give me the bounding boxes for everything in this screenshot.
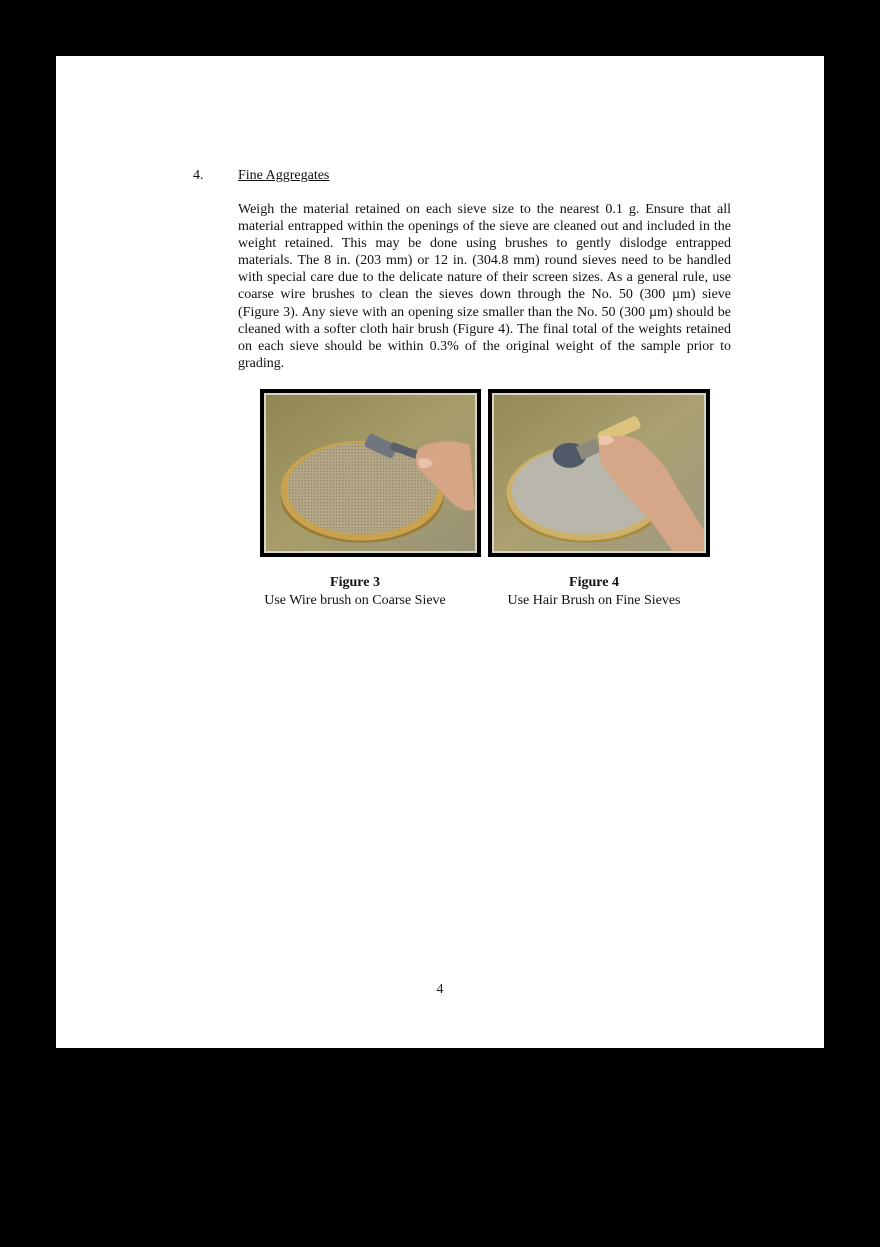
section-body-paragraph: Weigh the material retained on each sieve size to the nearest 0.1 g. Ensure that all material entrapped within the openings of the sieve are cleaned out and included in the weight retained. This may be done using brushes to gently dislodge entrapped materials. The 8 in. (203 mm) or 12 in. (304.8 mm) round sieves need to be handled with special care due to the delicate nature of their screen sizes. As a general rule, use coarse wire brushes to clean the sieves down through the No. 50 (300 µm) sieve (Figure 3). Any sieve with an opening size smaller than the No. 50 (300 µm) should be cleaned with a softer cloth hair brush (Figure 4). The final total of the weights retained on each sieve should be within 0.3% of the original weight of the sample prior to grading.	[238, 202, 731, 371]
figure-4-title: Figure 4	[569, 575, 619, 590]
hair-brush-sieve-image	[494, 395, 704, 551]
page-number: 4	[436, 982, 444, 997]
figure-4-photo	[488, 389, 710, 557]
figure-3-photo	[260, 389, 481, 557]
figure-3-caption	[225, 574, 485, 610]
figure-3-caption-text: Use Wire brush on Coarse Sieve	[264, 593, 446, 608]
figure-4-caption	[464, 574, 724, 610]
section-title: Fine Aggregates	[238, 168, 330, 183]
wire-brush-sieve-image	[266, 395, 475, 551]
figure-4-caption-text: Use Hair Brush on Fine Sieves	[507, 593, 681, 608]
document-page	[56, 56, 824, 1048]
section-number: 4.	[193, 168, 204, 183]
figure-3-title: Figure 3	[330, 575, 380, 590]
